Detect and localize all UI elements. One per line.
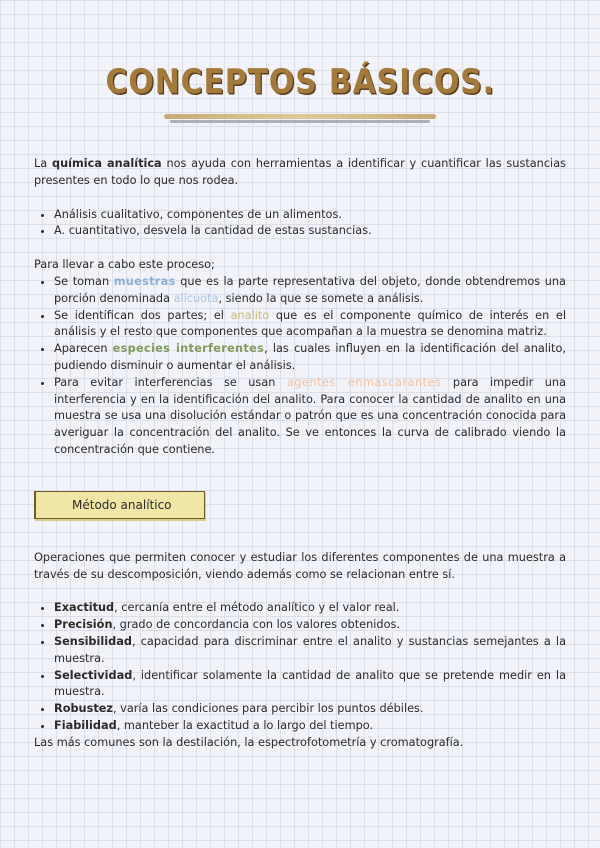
analysis-types-list bbox=[34, 207, 566, 241]
document-page bbox=[34, 0, 566, 752]
term-desc: , manteber la exactitud a lo largo del tiempo. bbox=[116, 718, 374, 732]
title-underline bbox=[164, 114, 436, 119]
highlight-analito: analito bbox=[230, 308, 270, 322]
text-span: para impedir una interferencia y en la identificación del analito. Para conocer la cantidad de analito en una muestra se usa una disolución estándar o patrón que es una concentración conocida para averiguar la concentración del analito. Se ve entonces la curva de calibrado viendo la concentración que contiene. bbox=[54, 375, 566, 456]
list-item bbox=[54, 668, 566, 702]
process-list bbox=[34, 274, 566, 459]
list-item bbox=[54, 375, 566, 459]
term: Selectividad bbox=[54, 668, 133, 682]
term: Robustez bbox=[54, 702, 113, 716]
intro-post: nos ayuda con herramientas a identificar y cuantificar las sustancias presentes en todo lo que nos rodea. bbox=[34, 157, 566, 187]
term-desc: , grado de concordancia con los valores obtenidos. bbox=[112, 618, 400, 632]
list-item bbox=[54, 701, 566, 718]
text-span: Se toman bbox=[54, 274, 114, 288]
list-item bbox=[54, 617, 566, 634]
title-underline-shadow bbox=[170, 120, 430, 123]
intro-term: química analítica bbox=[51, 157, 162, 170]
properties-list bbox=[34, 600, 566, 734]
term-desc: , cercanía entre el método analítico y el valor real. bbox=[114, 601, 400, 615]
intro-pre: La bbox=[34, 157, 52, 170]
term-desc: , capacidad para discriminar entre el analito y sustancias semejantes a la muestra. bbox=[54, 634, 566, 665]
text-span: que es la parte representativa del objeto, donde obtendremos una porción denominada bbox=[54, 274, 566, 305]
section-heading: Método analítico bbox=[34, 491, 205, 519]
list-item bbox=[54, 308, 566, 342]
intro-paragraph bbox=[34, 156, 566, 190]
text-span: Se identifican dos partes; el bbox=[54, 308, 231, 322]
highlight-muestras: muestras bbox=[113, 274, 176, 288]
list-item bbox=[54, 634, 566, 668]
highlight-agentes: agentes enmascarantes bbox=[286, 375, 442, 389]
process-intro: Para llevar a cabo este proceso; bbox=[34, 258, 215, 272]
operations-paragraph: Operaciones que permiten conocer y estudiar los diferentes componentes de una muestra a través de su descomposición, viendo además como se relacionan entre sí. bbox=[34, 550, 566, 581]
highlight-especies: especies interferentes bbox=[112, 342, 265, 356]
list-item: • A. cuantitativo, desvela la cantidad de estas sustancias. bbox=[54, 223, 566, 240]
term: Exactitud bbox=[54, 601, 115, 615]
term: Sensibilidad bbox=[54, 634, 132, 648]
term-desc: , varía las condiciones para percibir los puntos débiles. bbox=[112, 702, 424, 716]
text-span: , las cuales influyen en la identificación del analito, pudiendo disminuir o aumentar el análisis. bbox=[54, 342, 566, 372]
highlight-alicuota: alícuota bbox=[173, 291, 219, 305]
page-title: CONCEPTOS BÁSICOS. bbox=[105, 62, 495, 102]
list-item bbox=[54, 274, 566, 308]
text-span: Aparecen bbox=[54, 342, 113, 356]
list-item bbox=[54, 341, 566, 375]
list-item bbox=[54, 718, 566, 735]
text-span: Para evitar interferencias se usan bbox=[54, 375, 287, 389]
term-desc: , identificar solamente la cantidad de analito que se pretende medir en la muestra. bbox=[54, 668, 566, 699]
list-item: • Análisis cualitativo, componentes de un alimentos. bbox=[54, 207, 566, 224]
title-block bbox=[34, 62, 566, 123]
term: Fiabilidad bbox=[54, 718, 117, 732]
text-span: que es el componente químico de interés en el análisis y el resto que componentes que acompañan a la muestra se denomina matriz. bbox=[54, 308, 566, 339]
list-item bbox=[54, 600, 566, 617]
term: Precisión bbox=[54, 618, 113, 632]
closing-paragraph: Las más comunes son la destilación, la espectrofotometría y cromatografía. bbox=[34, 735, 464, 749]
text-span: , siendo la que se somete a análisis. bbox=[218, 291, 424, 305]
